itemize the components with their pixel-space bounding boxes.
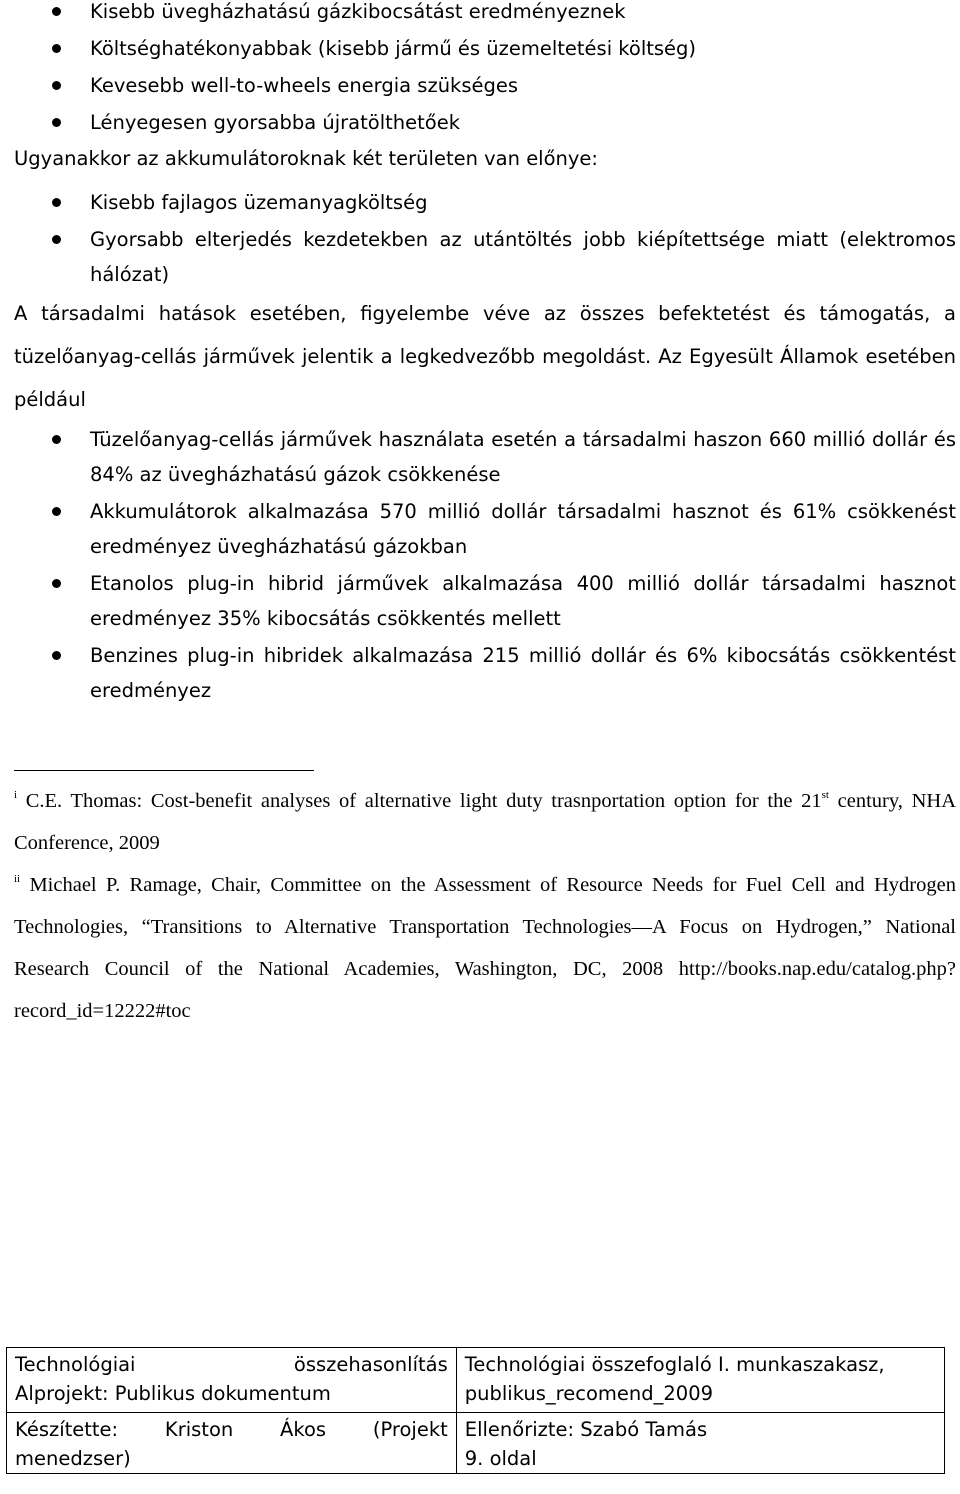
benefits-list [0, 0, 960, 141]
footnote-2: $^{ii}$ Michael P. Ramage, Chair, Committee on the Assessment of Resource Needs for Fuel Cell and Hydrogen Technologies, “Transitions to Alternative Transportation Technologies—A Focus on Hydrogen,” National Research Council of the National Academies, Washington, DC, 2008 http://books.nap.edu/catalog.php?record_id=12222#toc [14, 873, 957, 1022]
us-examples-list [0, 422, 960, 710]
footer-table [6, 1347, 945, 1474]
list-item: Kevesebb well-to-wheels energia szükséges [0, 67, 960, 104]
social-paragraph: A társadalmi hatások esetében, figyelembe véve az összes befektetést és támogatás, a tüzelőanyag-cellás járművek jelentik a legkedvezőbb megoldást. Az Egyesült Államok esetében például [14, 302, 956, 411]
footnote-marker: ii [14, 873, 21, 885]
list-item: Akkumulátorok alkalmazása 570 millió dollár társadalmi hasznot és 61% csökkenést eredményez üvegházhatású gázokban [0, 494, 960, 564]
footer-author-cell: Készítette: Kriston Ákos (Projekt menedzser) [7, 1413, 457, 1474]
footnote-1: $^i$ C.E. Thomas: Cost-benefit analyses of alternative light duty trasnportation option for the 21st century, NHA Conference, 2009 [14, 789, 956, 854]
intro-line: Ugyanakkor az akkumulátoroknak két területen van előnye: [14, 147, 599, 170]
list-item: Kisebb üvegházhatású gázkibocsátást eredményeznek [0, 0, 960, 30]
superscript: st [821, 789, 829, 801]
list-item: Gyorsabb elterjedés kezdetekben az utántöltés jobb kiépítettsége miatt (elektromos hálózat) [0, 222, 960, 292]
footer-summary-cell: Technológiai összefoglaló I. munkaszakasz, publikus_recomend_2009 [456, 1348, 944, 1413]
footer-reviewer-cell: Ellenőrizte: Szabó Tamás 9. oldal [456, 1413, 944, 1474]
footnote-separator [14, 770, 314, 771]
list-item: Lényegesen gyorsabba újratölthetőek [0, 104, 960, 141]
list-item: Benzines plug-in hibridek alkalmazása 215 millió dollár és 6% kibocsátás csökkentést eredményez [0, 638, 960, 708]
reference-url[interactable]: http://books.nap.edu/catalog.php?record_id=12222#toc [14, 958, 957, 1022]
footnote-marker: i [14, 789, 18, 801]
page-number: 9. oldal [464, 1447, 537, 1470]
footnotes [14, 780, 956, 1032]
list-item: Kisebb fajlagos üzemanyagköltség [0, 185, 960, 220]
footer-project-cell: Technológiai összehasonlítás Alprojekt: Publikus dokumentum [7, 1348, 457, 1413]
advantage-list [0, 185, 960, 294]
list-item: Költséghatékonyabbak (kisebb jármű és üzemeltetési költség) [0, 30, 960, 67]
list-item: Tüzelőanyag-cellás járművek használata esetén a társadalmi haszon 660 millió dollár és 84% az üvegházhatású gázok csökkenése [0, 422, 960, 492]
list-item: Etanolos plug-in hibrid járművek alkalmazása 400 millió dollár társadalmi hasznot eredményez 35% kibocsátás csökkentés mellett [0, 566, 960, 636]
